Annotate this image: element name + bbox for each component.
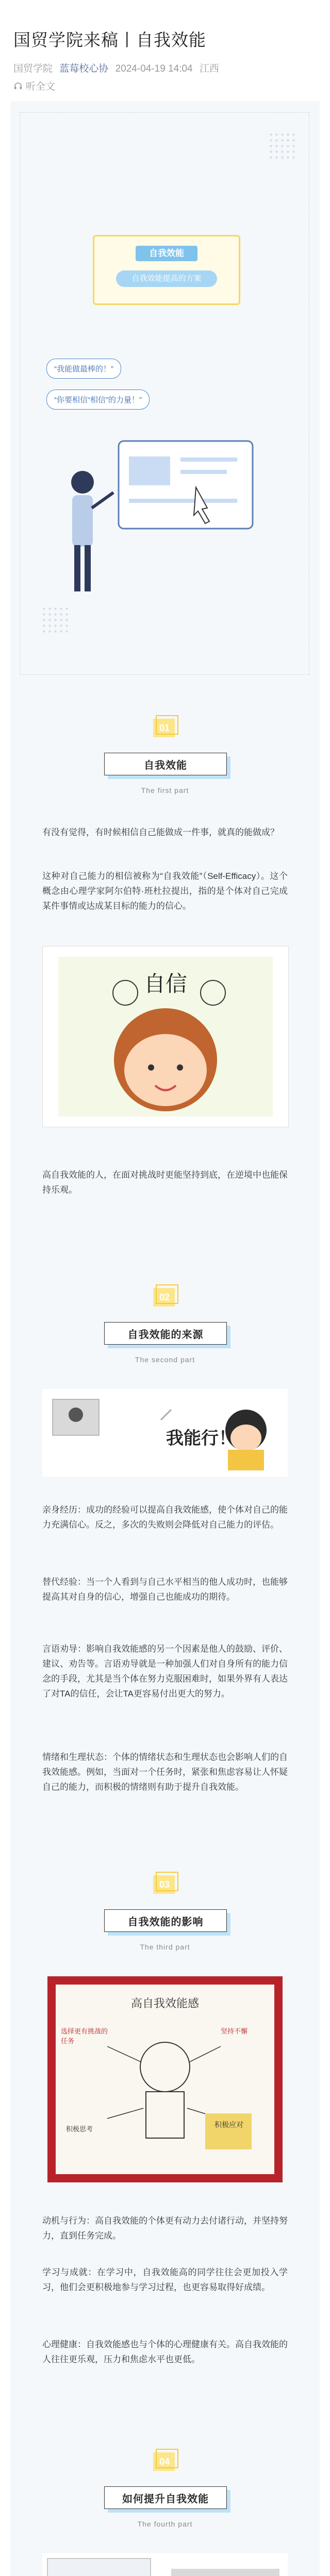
paragraph: 动机与行为：高自我效能的个体更有动力去付诸行动，并坚持努力，直到任务完成。 — [42, 2216, 288, 2241]
illustration-label: 坚持不懈 — [221, 2027, 248, 2035]
section-badge-icon — [150, 1868, 180, 1898]
paragraph: 高自我效能的人，在面对挑战时更能坚持到底，在逆境中也能保持乐观。 — [42, 1170, 288, 1195]
section-badge-icon — [150, 1281, 180, 1311]
speech-bubble-2: “你要相信“相信”的力量！” — [46, 389, 150, 410]
section-subtitle: The second part — [135, 1355, 195, 1364]
speech-bubble-1: “我能做最棒的！” — [46, 359, 121, 379]
publish-time: 2024-04-19 14:04 — [115, 63, 193, 74]
section-subtitle: The fourth part — [137, 2520, 193, 2528]
cando-illustration — [42, 1389, 288, 1477]
banner-top: 自我效能 — [136, 246, 197, 261]
article-body — [10, 101, 320, 2576]
svg-text:03: 03 — [159, 1879, 170, 1890]
section-title: 自我效能 — [104, 753, 227, 775]
paragraph: 言语劝导：影响自我效能感的另一个因素是他人的鼓励、评价、建议、劝告等。言语劝导就是一种加强人们对自身所有的能力信念的手段，尤其是当个体在努力克服困难时，如果外界有人表达了对TA的信任，会让TA更容易付出更大的努力。 — [42, 1644, 288, 1699]
illustration-text: 高自我效能感 — [130, 1997, 199, 2010]
listen-label: 听全文 — [26, 81, 56, 92]
paragraph: 情绪和生理状态：个体的情绪状态和生理状态也会影响人们的自我效能感。例如，当面对一个任务时，紧张和焦虑容易让人怀疑自己的能力，而积极的情绪则有助于提升自我效能。 — [42, 1752, 288, 1792]
illustration-frame — [47, 1976, 283, 2182]
article-meta — [13, 61, 219, 75]
paragraph: 心理健康：自我效能感也与个体的心理健康有关。高自我效能的人往往更乐观，压力和焦虑水平也更低。 — [42, 2340, 288, 2364]
cover-illustration — [57, 410, 273, 611]
paragraph: 这种对自己能力的相信被称为“自我效能”（Self-Efficacy）。这个概念由心理学家阿尔伯特·班杜拉提出，指的是个体对自己完成某件事情或达成某目标的能力的信心。 — [42, 871, 288, 911]
svg-text:04: 04 — [159, 2456, 170, 2467]
illustration-frame — [42, 946, 289, 1127]
illustration-frame — [42, 2553, 288, 2576]
cover-banner — [93, 235, 240, 305]
section-subtitle: The first part — [141, 786, 189, 794]
illustration-label: 选择更有挑战的任务 — [61, 2027, 108, 2045]
efficacy-drawing — [56, 1985, 274, 2174]
source-label: 国贸学院 — [13, 63, 53, 74]
paragraph: 替代经验：当一个人看到与自己水平相当的他人成功时，也能够提高其对自身的信心，增强自己也能成功的期待。 — [42, 1577, 288, 1602]
illustration-text: 自信 — [143, 971, 187, 996]
illustration-text: 我能行！ — [166, 1429, 236, 1448]
section-badge-icon — [150, 2445, 180, 2475]
banner-bottom: 自我效能提高的方案 — [116, 270, 217, 287]
section-title: 自我效能的影响 — [104, 1909, 227, 1932]
section-title: 自我效能的来源 — [104, 1322, 227, 1345]
headphone-icon — [13, 81, 23, 91]
account-link[interactable]: 蓝莓校心协 — [59, 63, 109, 74]
paragraph: 有没有觉得，有时候相信自己能做成一件事，就真的能做成？ — [42, 827, 279, 837]
section-subtitle: The third part — [140, 1943, 190, 1951]
listen-button[interactable] — [13, 79, 55, 93]
illustration-frame — [42, 1389, 288, 1477]
goals-illustration — [42, 2553, 288, 2576]
paragraph: 亲身经历：成功的经验可以提高自我效能感，使个体对自己的能力充满信心。反之，多次的失败则会降低对自己能力的评估。 — [42, 1505, 288, 1530]
illustration-label: 积极应对 — [214, 2121, 243, 2129]
page-title: 国贸学院来稿丨自我效能 — [13, 30, 206, 49]
illustration-label: 积极思考 — [66, 2125, 93, 2133]
illustration-paper — [56, 1985, 274, 2174]
svg-text:02: 02 — [159, 1292, 170, 1302]
svg-text:01: 01 — [159, 723, 170, 733]
paragraph: 学习与成就：在学习中，自我效能高的同学往往会更加投入学习，他们会更积极地参与学习过程，也更容易取得好成绩。 — [42, 2267, 288, 2292]
publish-location: 江西 — [199, 63, 219, 74]
section-badge-icon — [150, 711, 180, 741]
section-title: 如何提升自我效能 — [104, 2486, 227, 2509]
